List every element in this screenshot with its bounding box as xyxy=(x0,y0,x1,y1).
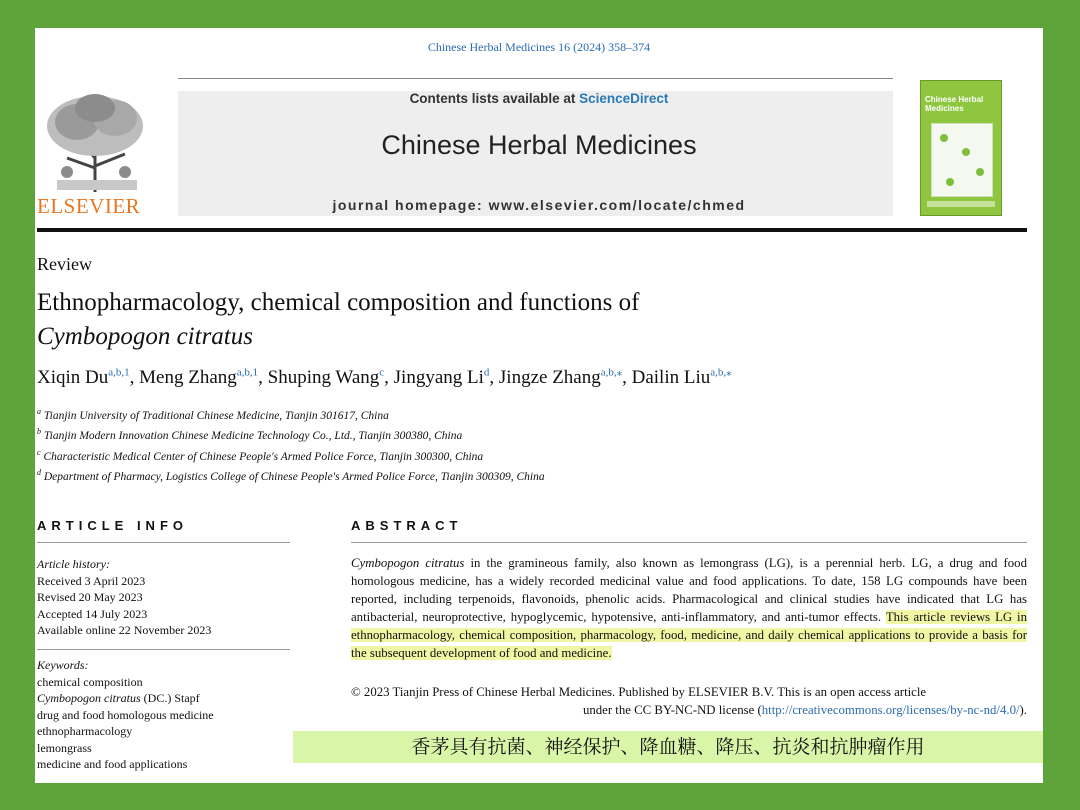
abstract-text xyxy=(351,554,1027,662)
author[interactable]: Meng Zhang$^{a,b,1}$, xyxy=(139,367,268,389)
journal-cover-thumbnail[interactable] xyxy=(920,80,1002,216)
keyword[interactable]: medicine and food applications xyxy=(37,757,188,771)
author[interactable]: Dailin Liu$^{a,b,⁎}$ xyxy=(631,367,732,389)
affiliation: $^b$ Tianjin Modern Innovation Chinese Medicine Technology Co., Ltd., Tianjin 300380, China xyxy=(37,427,463,443)
license-line-2: under the CC BY-NC-ND license (http://creativecommons.org/licenses/by-nc-nd/4.0/). xyxy=(582,703,1027,717)
author-list xyxy=(37,366,732,389)
keyword[interactable]: lemongrass xyxy=(37,740,92,755)
article-title xyxy=(37,286,937,354)
author[interactable]: Shuping Wang$^c$, xyxy=(267,367,394,389)
keywords-label: Keywords: xyxy=(37,658,89,672)
journal-citation[interactable]: Chinese Herbal Medicines 16 (2024) 358–374 xyxy=(427,40,651,54)
cover-figure xyxy=(931,123,993,197)
history-item: Available online 22 November 2023 xyxy=(37,623,212,637)
abstract-species: Cymbopogon citratus xyxy=(351,556,465,570)
keyword[interactable]: Cymbopogon citratus (DC.) Stapf xyxy=(37,691,200,705)
abstract-body: in the gramineous family, also known as lemongrass (LG), is a perennial herb. LG, a drug and food homologous medicine, has a widely recorded medicinal value and food applications. To date, 158 LG compounds have been reported, including terpenoids, flavonoids, phenolic acids. Pharmacological and clinical studies have indicated that LG has antibacterial, neuroprotective, hypoglycemic, hypotensive, anti-inflammatory, and anti-tumor effects. xyxy=(351,556,1027,624)
paper-page xyxy=(35,28,1043,783)
title-species: Cymbopogon citratus xyxy=(37,323,253,350)
affiliation: $^d$ Department of Pharmacy, Logistics College of Chinese People's Armed Police Force, Tianjin 300309, China xyxy=(37,468,545,484)
affiliation: $^c$ Characteristic Medical Center of Chinese People's Armed Police Force, Tianjin 300300, China xyxy=(37,447,484,463)
chinese-caption: 香茅具有抗菌、神经保护、降血糖、降压、抗炎和抗肿瘤作用 xyxy=(293,731,1043,763)
contents-prefix: Contents lists available at xyxy=(409,91,580,106)
title-line-2 xyxy=(37,320,937,354)
cover-title: Chinese Herbal Medicines xyxy=(925,95,984,113)
affiliation: $^a$ Tianjin University of Traditional Chinese Medicine, Tianjin 301617, China xyxy=(37,407,389,422)
author[interactable]: Jingyang Li$^d$, xyxy=(393,367,499,389)
contents-line xyxy=(35,91,1043,106)
journal-name: Chinese Herbal Medicines xyxy=(381,130,697,160)
license-statement xyxy=(351,683,1027,719)
history-item: Received 3 April 2023 xyxy=(37,573,146,588)
sciencedirect-link[interactable]: ScienceDirect xyxy=(579,91,669,106)
cover-footer xyxy=(927,201,995,207)
abstract-rule xyxy=(351,542,1027,543)
affiliation-list xyxy=(37,404,545,486)
keyword[interactable]: ethnopharmacology xyxy=(37,724,133,738)
keywords-block xyxy=(37,657,214,773)
history-label: Article history: xyxy=(37,557,110,571)
article-info-rule xyxy=(37,542,290,543)
publisher-name: ELSEVIER xyxy=(37,194,141,218)
license-link[interactable]: http://creativecommons.org/licenses/by-nc-nd/4.0/ xyxy=(761,703,1020,717)
header-thick-rule xyxy=(37,228,1027,232)
title-line-1: Ethnopharmacology, chemical composition and functions of xyxy=(37,289,640,316)
history-item: Accepted 14 July 2023 xyxy=(37,606,148,621)
journal-homepage[interactable]: journal homepage: www.elsevier.com/locate/chmed xyxy=(332,197,746,213)
abstract-highlight: This article reviews LG in ethnopharmacology, chemical composition, pharmacology, food, medicine, and daily chemical applications to provide a basis for the subsequent development of food and medicine. xyxy=(351,610,1028,660)
keyword[interactable]: drug and food homologous medicine xyxy=(37,707,214,722)
author[interactable]: Jingze Zhang$^{a,b,⁎}$, xyxy=(498,367,632,389)
history-item: Revised 20 May 2023 xyxy=(37,590,143,604)
article-history xyxy=(37,556,211,639)
history-rule xyxy=(37,649,290,650)
author[interactable]: Xiqin Du$^{a,b,1}$, xyxy=(37,367,140,389)
keyword[interactable]: chemical composition xyxy=(37,674,143,689)
license-line-1: © 2023 Tianjin Press of Chinese Herbal Medicines. Published by ELSEVIER B.V. This is an open access article xyxy=(351,685,927,699)
abstract-heading: ABSTRACT xyxy=(351,518,463,533)
article-info-heading: ARTICLE INFO xyxy=(37,518,188,533)
article-type: Review xyxy=(37,254,92,274)
header-rule xyxy=(178,78,893,79)
